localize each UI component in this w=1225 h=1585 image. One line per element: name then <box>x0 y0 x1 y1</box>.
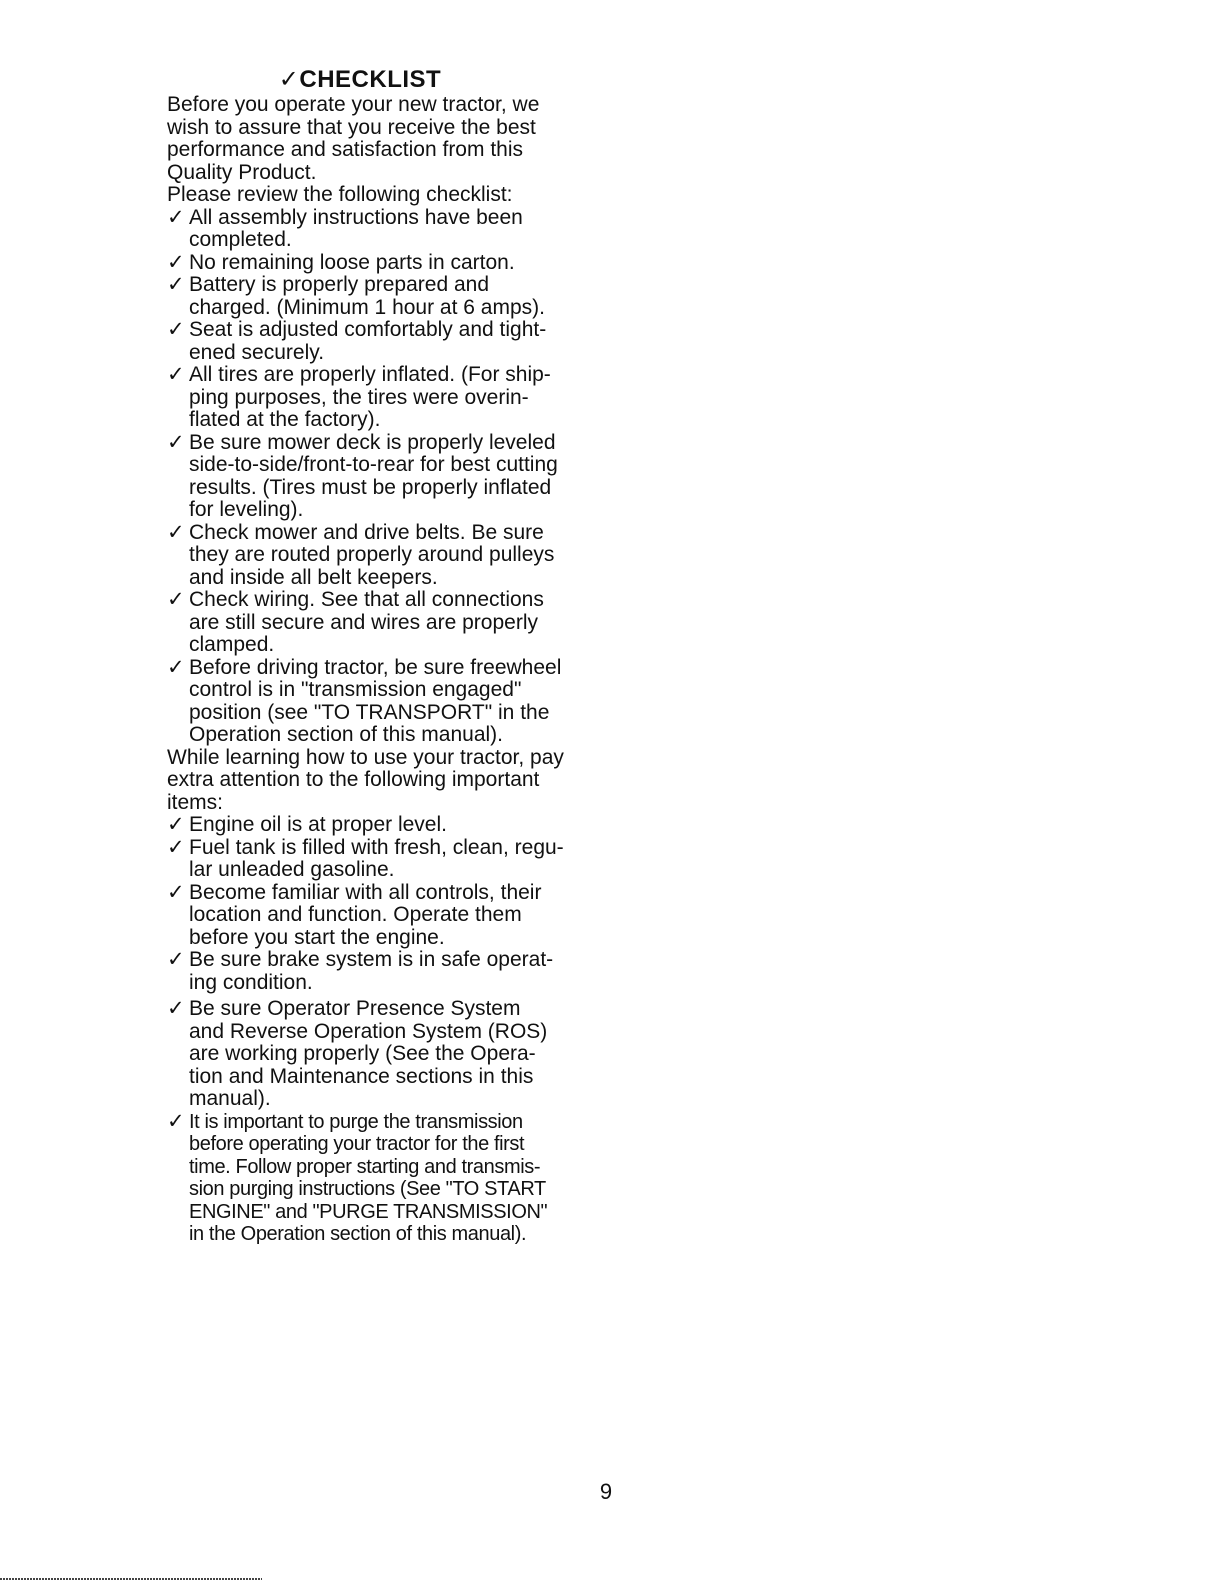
important-item <box>167 1111 607 1246</box>
check-mark-icon: ✓ <box>167 520 185 544</box>
checklist-item <box>167 364 607 432</box>
check-mark-icon: ✓ <box>167 880 185 904</box>
check-mark-icon: ✓ <box>167 835 185 859</box>
check-mark-icon: ✓ <box>167 813 185 836</box>
checklist-item-text: No remaining loose parts in carton. <box>189 250 515 274</box>
check-mark-icon: ✓ <box>167 273 185 296</box>
important-item <box>167 837 607 882</box>
important-item <box>167 814 607 837</box>
important-item <box>167 949 607 994</box>
check-mark-icon: ✓ <box>167 655 185 679</box>
checklist-item-text: All assembly instructions have been completed. <box>189 205 523 251</box>
check-mark-icon: ✓ <box>278 66 300 93</box>
check-mark-icon: ✓ <box>167 363 185 386</box>
review-prompt: Please review the following checklist: <box>167 183 513 206</box>
checklist-item-text: Before driving tractor, be sure freewheel control is in "transmission engaged" position (see "TO TRANSPORT" in the Operation section of this manual). <box>189 655 562 746</box>
important-item-text: It is important to purge the transmission before operating your tractor for the first time. Follow proper starting and transmis- sion purging instructions (See "TO START ENGINE" and "PURGE TRANSMISSION" in the Operation section of this manual). <box>189 1110 548 1245</box>
checklist-item <box>167 252 607 275</box>
check-mark-icon: ✓ <box>167 318 185 341</box>
page-number: 9 <box>599 1479 613 1504</box>
important-item-text: Be sure Operator Presence System and Reverse Operation System (ROS) are working properly (See the Opera- tion and Maintenance sections in this manual). <box>189 997 548 1110</box>
check-mark-icon: ✓ <box>167 997 185 1020</box>
intro-paragraph: Before you operate your new tractor, we wish to assure that you receive the best performance and satisfaction from this Quality Product. <box>167 93 540 184</box>
checklist-item <box>167 432 607 522</box>
important-item-text: Fuel tank is filled with fresh, clean, regu- lar unleaded gasoline. <box>189 835 564 881</box>
checklist-item-text: Seat is adjusted comfortably and tight- ened securely. <box>189 318 547 364</box>
important-item <box>167 882 607 950</box>
important-item-text: Be sure brake system is in safe operat- ing condition. <box>189 948 554 994</box>
checklist-item-text: Be sure mower deck is properly leveled side-to-side/front-to-rear for best cutting results. (Tires must be properly inflated for leveling). <box>189 430 558 521</box>
important-item-text: Become familiar with all controls, their location and function. Operate them before you start the engine. <box>189 880 542 949</box>
checklist-item <box>167 319 607 364</box>
check-mark-icon: ✓ <box>167 430 185 454</box>
check-mark-icon: ✓ <box>167 250 185 274</box>
checklist-item <box>167 207 607 252</box>
check-mark-icon: ✓ <box>167 588 185 611</box>
checklist <box>167 207 607 747</box>
check-mark-icon: ✓ <box>167 205 185 229</box>
title-text: CHECKLIST <box>299 66 442 93</box>
check-mark-icon: ✓ <box>167 948 185 971</box>
checklist-column <box>167 66 607 1246</box>
important-items <box>167 814 607 1246</box>
checklist-item <box>167 657 607 747</box>
important-item-text: Engine oil is at proper level. <box>189 813 447 836</box>
scan-edge-rule <box>0 1578 262 1580</box>
checklist-item-text: Check wiring. See that all connections are still secure and wires are properly clamped. <box>189 588 544 656</box>
important-item <box>167 998 607 1111</box>
learning-intro: While learning how to use your tractor, pay extra attention to the following important items: <box>167 745 564 814</box>
checklist-item <box>167 274 607 319</box>
checklist-item-text: Check mower and drive belts. Be sure they are routed properly around pulleys and inside all belt keepers. <box>189 520 555 589</box>
checklist-item-text: All tires are properly inflated. (For ship- ping purposes, the tires were overin- flated at the factory). <box>189 363 551 431</box>
check-mark-icon: ✓ <box>167 1109 185 1133</box>
page-title <box>167 66 553 94</box>
checklist-item-text: Battery is properly prepared and charged. (Minimum 1 hour at 6 amps). <box>189 273 545 319</box>
checklist-item <box>167 522 607 590</box>
checklist-item <box>167 589 607 657</box>
